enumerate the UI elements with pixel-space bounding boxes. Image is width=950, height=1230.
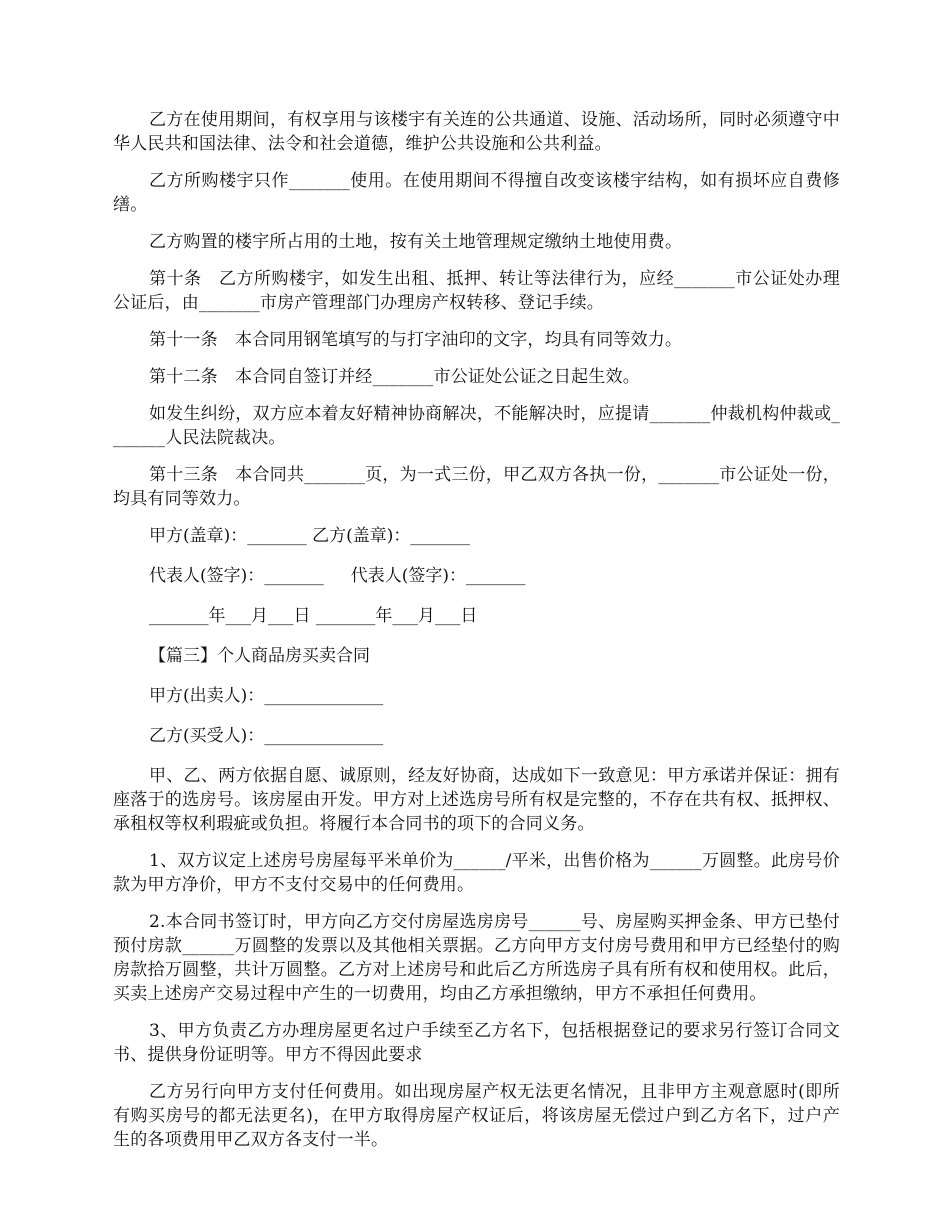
party-seller-line: 甲方(出卖人)：______________ <box>149 686 384 706</box>
party-buyer-line: 乙方(买受人)：______________ <box>149 726 384 746</box>
clause-13: 第十三条 本合同共_______页，为一式三份，甲乙双方各执一份，_______市公证处一份，均具有同等效力。 <box>113 465 840 509</box>
paragraph-usage-purpose: 乙方所购楼宇只作_______使用。在使用期间不得擅自改变该楼宇结构，如有损坏应自费修缮。 <box>113 171 840 215</box>
signature-seal-line: 甲方(盖章)：_______ 乙方(盖章)：_______ <box>149 526 470 546</box>
paragraph-fees: 乙方另行向甲方支付任何费用。如出现房屋产权无法更名情况，且非甲方主观意愿时(即所有购买房号的都无法更名)，在甲方取得房屋产权证后，将该房屋无偿过户到乙方名下，过户产生的各项费用甲乙双方各支付一半。 <box>113 1082 840 1150</box>
paragraph-dispute: 如发生纠纷，双方应本着友好精神协商解决，不能解决时，应提请_______仲裁机构仲裁或_______人民法院裁决。 <box>113 404 840 448</box>
clause-12: 第十二条 本合同自签订并经_______市公证处公证之日起生效。 <box>149 367 640 387</box>
signature-representative-line: 代表人(签字)：_______ 代表人(签字)：_______ <box>149 566 526 586</box>
paragraph-price: 1、双方议定上述房号房屋每平米单价为______/平米，出售价格为______万圆整。此房号价款为甲方净价，甲方不支付交易中的任何费用。 <box>113 851 840 895</box>
clause-10: 第十条 乙方所购楼宇，如发生出租、抵押、转让等法律行为，应经_______市公证处办理公证后，由_______市房产管理部门办理房产权转移、登记手续。 <box>113 269 840 313</box>
paragraph-land-fee: 乙方购置的楼宇所占用的土地，按有关土地管理规定缴纳土地使用费。 <box>149 232 683 252</box>
document-page <box>113 108 840 1165</box>
signature-date-line: _______年___月___日 _______年___月___日 <box>149 606 478 626</box>
paragraph-transfer: 3、甲方负责乙方办理房屋更名过户手续至乙方名下，包括根据登记的要求另行签订合同文书、提供身份证明等。甲方不得因此要求 <box>113 1021 840 1065</box>
paragraph-delivery: 2.本合同书签订时，甲方向乙方交付房屋选房房号______号、房屋购买押金条、甲方已垫付预付房款______万圆整的发票以及其他相关票据。乙方向甲方支付房号费用和甲方已经垫付的购房款拾万圆整，共计万圆整。乙方对上述房号和此后乙方所选房子具有所有权和使用权。此后，买卖上述房产交易过程中产生的一切费用，均由乙方承担缴纳，甲方不承担任何费用。 <box>113 912 840 1004</box>
section-title: 【篇三】个人商品房买卖合同 <box>149 646 370 666</box>
clause-11: 第十一条 本合同用钢笔填写的与打字油印的文字，均具有同等效力。 <box>149 330 683 350</box>
paragraph-usage-rights: 乙方在使用期间，有权享用与该楼宇有关连的公共通道、设施、活动场所，同时必须遵守中华人民共和国法律、法令和社会道德，维护公共设施和公共利益。 <box>113 110 840 154</box>
paragraph-agreement-intro: 甲、乙、两方依据自愿、诚原则，经友好协商，达成如下一致意见：甲方承诺并保证：拥有座落于的选房号。该房屋由开发。甲方对上述选房号所有权是完整的，不存在共有权、抵押权、承租权等权利瑕疵或负担。将履行本合同书的项下的合同义务。 <box>113 766 840 834</box>
